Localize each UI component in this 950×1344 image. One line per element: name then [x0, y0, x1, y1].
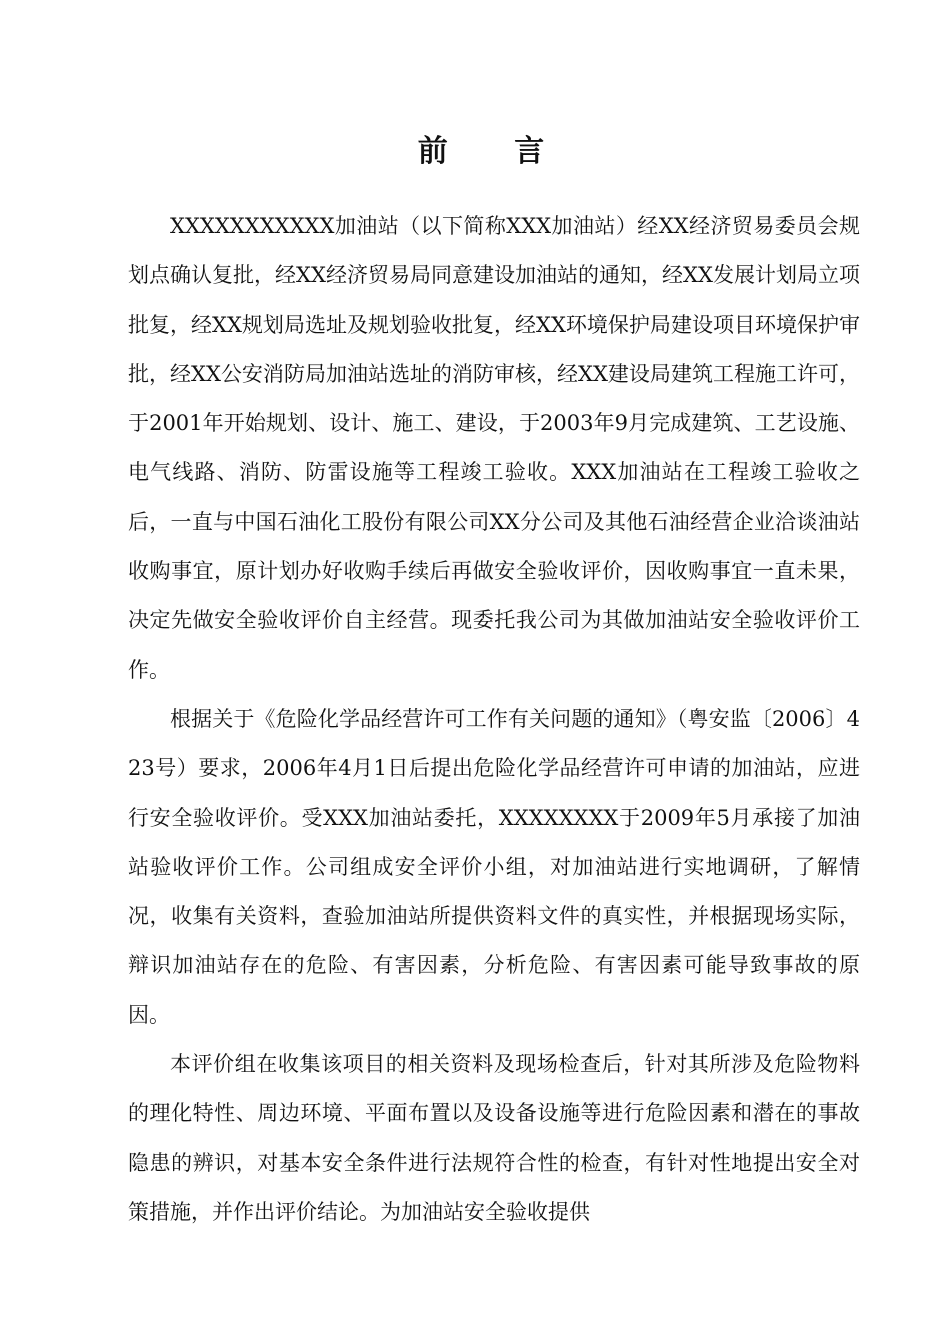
paragraph-3: 本评价组在收集该项目的相关资料及现场检查后，针对其所涉及危险物料的理化特性、周边环境、平面布置以及设备设施等进行危险因素和潜在的事故隐患的辨识，对基本安全条件进行法规符合性的检查，有针对性地提出安全对策措施，并作出评价结论。为加油站安全验收提供 — [128, 1052, 860, 1224]
page-title: 前 言 — [417, 134, 573, 169]
document-body — [128, 202, 860, 1237]
paragraph-2: 根据关于《危险化学品经营许可工作有关问题的通知》（粤安监〔2006〕423号）要求，2006年4月1日后提出危险化学品经营许可申请的加油站，应进行安全验收评价。受XXX加油站委托，XXXXXXXX于2009年5月承接了加油站验收评价工作。公司组成安全评价小组，对加油站进行实地调研，了解情况，收集有关资料，查验加油站所提供资料文件的真实性，并根据现场实际，辩识加油站存在的危险、有害因素，分析危险、有害因素可能导致事故的原因。 — [128, 706, 860, 1027]
paragraph-1: XXXXXXXXXXX加油站（以下简称XXX加油站）经XX经济贸易委员会规划点确认复批，经XX经济贸易局同意建设加油站的通知，经XX发展计划局立项批复，经XX规划局选址及规划验收批复，经XX环境保护局建设项目环境保护审批，经XX公安消防局加油站选址的消防审核，经XX建设局建筑工程施工许可，于2001年开始规划、设计、施工、建设，于2003年9月完成建筑、工艺设施、电气线路、消防、防雷设施等工程竣工验收。XXX加油站在工程竣工验收之后，一直与中国石油化工股份有限公司XX分公司及其他石油经营企业洽谈油站收购事宜，原计划办好收购手续后再做安全验收评价，因收购事宜一直未果，决定先做安全验收评价自主经营。现委托我公司为其做加油站安全验收评价工作。 — [128, 214, 860, 682]
